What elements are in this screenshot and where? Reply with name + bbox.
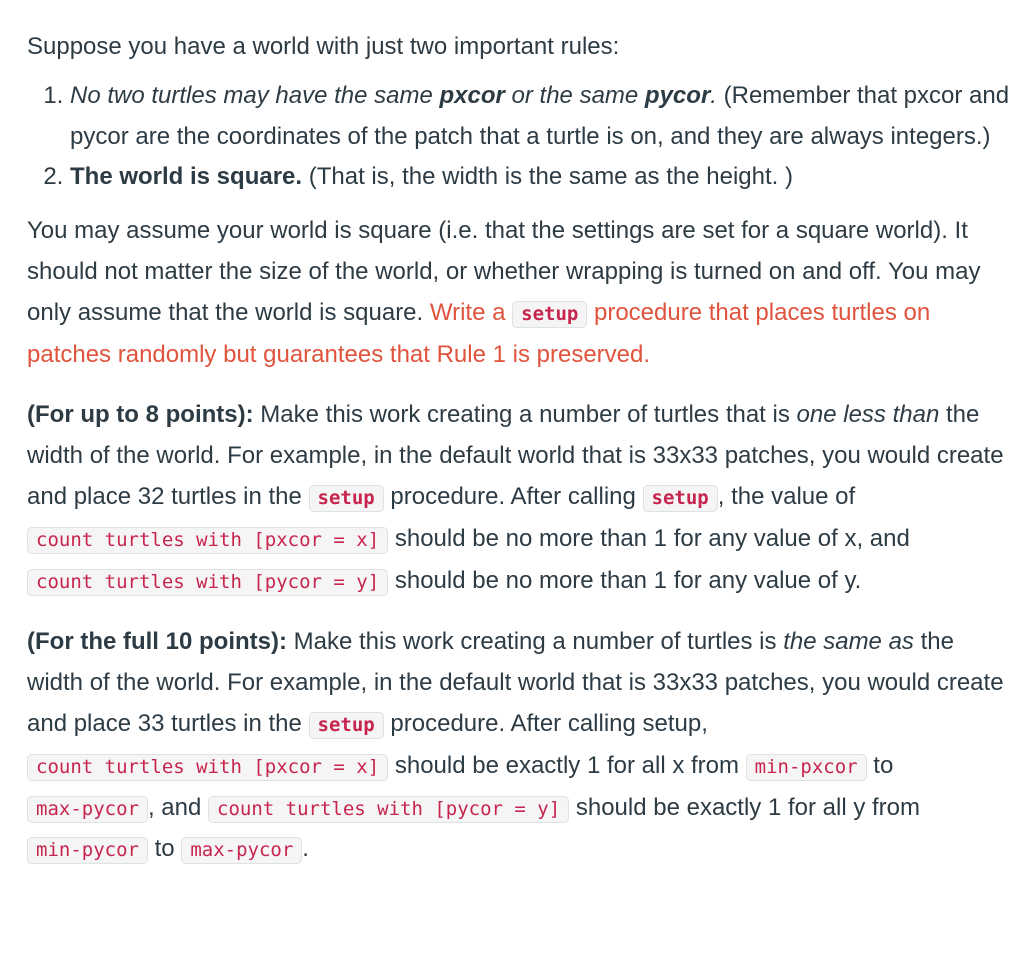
code-min-pycor: min-pycor bbox=[27, 837, 148, 864]
ten-text-3: procedure. After calling setup, bbox=[383, 709, 708, 737]
code-setup: setup bbox=[309, 712, 384, 739]
code-setup: setup bbox=[643, 485, 718, 512]
rule-1-bold-pxcor: pxcor bbox=[439, 81, 505, 109]
eight-text-6: should be no more than 1 for any value of y. bbox=[388, 566, 862, 594]
code-count-pxcor: count turtles with [pxcor = x] bbox=[27, 754, 388, 781]
rule-1-italic-b: or the same bbox=[504, 81, 645, 109]
eight-points-paragraph bbox=[27, 395, 1016, 602]
code-setup: setup bbox=[512, 301, 587, 328]
assumption-paragraph bbox=[27, 211, 1016, 375]
rule-item-2 bbox=[70, 157, 1016, 198]
rule-2-note: (That is, the width is the same as the height. ) bbox=[302, 163, 793, 191]
ten-points-paragraph bbox=[27, 622, 1016, 871]
code-count-pycor: count turtles with [pycor = y] bbox=[208, 796, 569, 823]
ten-text-8: to bbox=[147, 835, 182, 863]
eight-text-3: procedure. After calling bbox=[383, 482, 643, 510]
code-setup: setup bbox=[309, 485, 384, 512]
ten-italic: the same as bbox=[783, 628, 914, 656]
ten-text-5: to bbox=[866, 751, 894, 779]
ten-text-2: the width of the world. For example, in the default world that is 33x33 patches, you would create and place 33 turtles in the bbox=[27, 628, 1004, 737]
intro-text: Suppose you have a world with just two important rules: bbox=[27, 33, 620, 60]
eight-points-heading: (For up to 8 points): bbox=[27, 401, 254, 429]
code-count-pxcor: count turtles with [pxcor = x] bbox=[27, 527, 388, 554]
code-count-pycor: count turtles with [pycor = y] bbox=[27, 569, 388, 596]
ten-text-6: , and bbox=[147, 793, 208, 821]
ten-text-1: Make this work creating a number of turtles is bbox=[286, 628, 784, 656]
rule-1-italic-c: . bbox=[710, 81, 717, 109]
rule-1-note: (Remember that pxcor and pycor are the coordinates of the patch that a turtle is on, and they are always integers.) bbox=[70, 81, 1010, 150]
task-highlight-b: procedure that places turtles on patches randomly but guarantees that Rule 1 is preserved. bbox=[27, 298, 931, 368]
ten-text-7: should be exactly 1 for all y from bbox=[569, 793, 920, 821]
rule-2-bold: The world is square. bbox=[70, 163, 303, 191]
eight-italic: one less than bbox=[796, 401, 940, 429]
rule-item-1 bbox=[70, 76, 1016, 158]
rule-1-bold-pycor: pycor bbox=[644, 81, 711, 109]
eight-text-1: Make this work creating a number of turtles that is bbox=[253, 401, 797, 429]
code-max-pycor: max-pycor bbox=[27, 796, 148, 823]
ten-text-9: . bbox=[302, 835, 309, 863]
eight-text-4: , the value of bbox=[717, 482, 856, 510]
code-min-pxcor: min-pxcor bbox=[746, 754, 867, 781]
eight-text-2: the width of the world. For example, in the default world that is 33x33 patches, you would create and place 32 turtles in the bbox=[27, 401, 1004, 510]
ten-text-4: should be exactly 1 for all x from bbox=[388, 751, 746, 779]
assumption-text: You may assume your world is square (i.e. that the settings are set for a square world). It should not matter the size of the world, or whether wrapping is turned on and off. You may only assume that the world is square. bbox=[27, 217, 981, 326]
eight-text-5: should be no more than 1 for any value of x, and bbox=[388, 524, 910, 552]
ten-points-heading: (For the full 10 points): bbox=[27, 628, 287, 656]
task-highlight-a: Write a bbox=[429, 298, 513, 326]
code-max-pycor: max-pycor bbox=[181, 837, 302, 864]
rule-1-italic-a: No two turtles may have the same bbox=[70, 81, 440, 109]
rules-list bbox=[27, 76, 1016, 198]
